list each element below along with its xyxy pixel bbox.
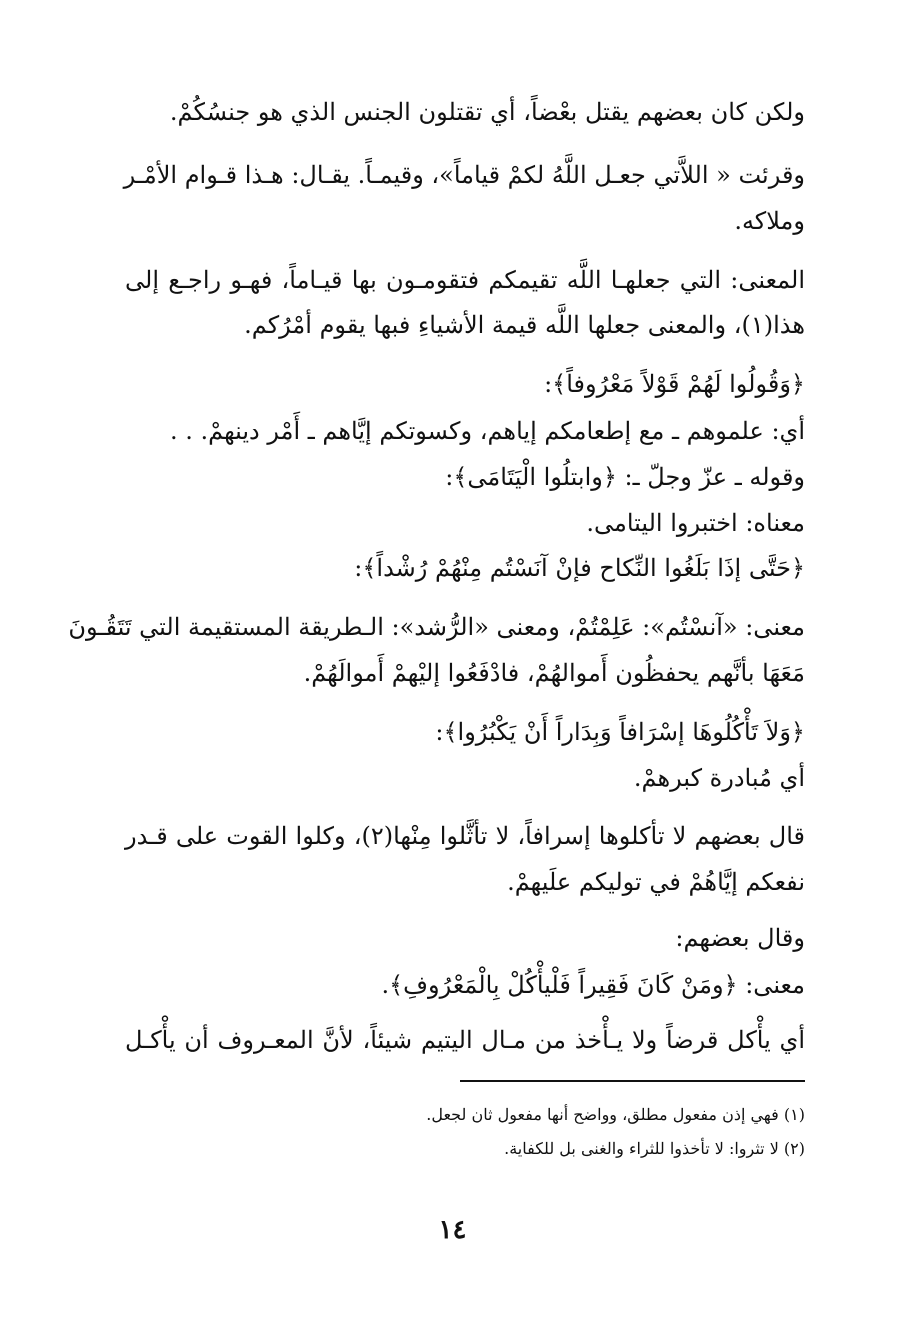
text-line: أي يأْكل قرضاً ولا يـأْخذ من مـال اليتيم شيئاً، لأنَّ المعـروف أن يأْكـل xyxy=(125,1026,805,1054)
text-line: أي: علموهم ـ مع إطعامكم إياهم، وكسوتكم إيَّاهم ـ أَمْر دينهمْ. . . xyxy=(169,417,805,445)
quran-verse: ﴿وَقُولُوا لَهُمْ قَوْلاً مَعْرُوفاً﴾: xyxy=(544,370,805,398)
quran-verse: ﴿وَلاَ تَأْكُلُوهَا إسْرَافاً وَبِدَاراً أَنْ يَكْبُرُوا﴾: xyxy=(435,718,805,746)
page-number: ١٤ xyxy=(438,1215,467,1245)
quran-verse: معنى: ﴿ومَنْ كَانَ فَقِيراً فَلْيأْكُلْ بِالْمَعْرُوفِ﴾. xyxy=(381,971,805,999)
text-line: ولكن كان بعضهم يقتل بعْضاً، أي تقتلون الجنس الذي هو جنسُكُمْ. xyxy=(169,98,805,126)
text-line: المعنى: التي جعلهـا اللَّه تقيمكم فتقومـون بها قيـاماً، فهـو راجـع إلى xyxy=(125,266,805,294)
text-line: أي مُبادرة كبرهمْ. xyxy=(633,764,805,792)
text-line: وملاكه. xyxy=(734,207,805,235)
text-line: وقوله ـ عزّ وجلّ ـ: ﴿وابتلُوا الْيَتَامَى﴾: xyxy=(445,463,805,491)
text-line: هذا(١)، والمعنى جعلها اللَّه قيمة الأشياءِ فبها يقوم أمْرُكم. xyxy=(244,311,805,339)
footnote: (٢) لا تثروا: لا تأخذوا للثراء والغنى بل للكفاية. xyxy=(504,1139,805,1158)
text-line: معنى: «آنسْتُم»: عَلِمْتُمْ، ومعنى «الرُّشد»: الـطريقة المستقيمة التي تَتَقُـونَ xyxy=(68,613,805,641)
footnote-divider xyxy=(460,1080,805,1082)
text-line: نفعكم إيَّاهُمْ في توليكم علَيهمْ. xyxy=(507,868,805,896)
text-line: وقال بعضهم: xyxy=(675,924,805,952)
quran-verse: ﴿حَتَّى إذَا بَلَغُوا النِّكاح فإنْ آنَسْتُم مِنْهُمْ رُشْداً﴾: xyxy=(354,554,805,582)
footnote: (١) فهي إذن مفعول مطلق، وواضح أنها مفعول ثان لجعل. xyxy=(426,1105,805,1124)
text-line: معناه: اختبروا اليتامى. xyxy=(586,509,805,537)
text-line: وقرئت « اللاَّتي جعـل اللَّهُ لكمْ قياماً»، وقيمـاً. يقـال: هـذا قـوام الأمْـر xyxy=(123,161,805,189)
text-line: مَعَهَا بأنَّهم يحفظُون أَموالهُمْ، فادْفَعُوا إليْهمْ أَموالَهُمْ. xyxy=(303,659,805,687)
text-line: قال بعضهم لا تأكلوها إسرافاً، لا تأثَّلوا مِنْها(٢)، وكلوا القوت على قـدر xyxy=(125,822,805,850)
